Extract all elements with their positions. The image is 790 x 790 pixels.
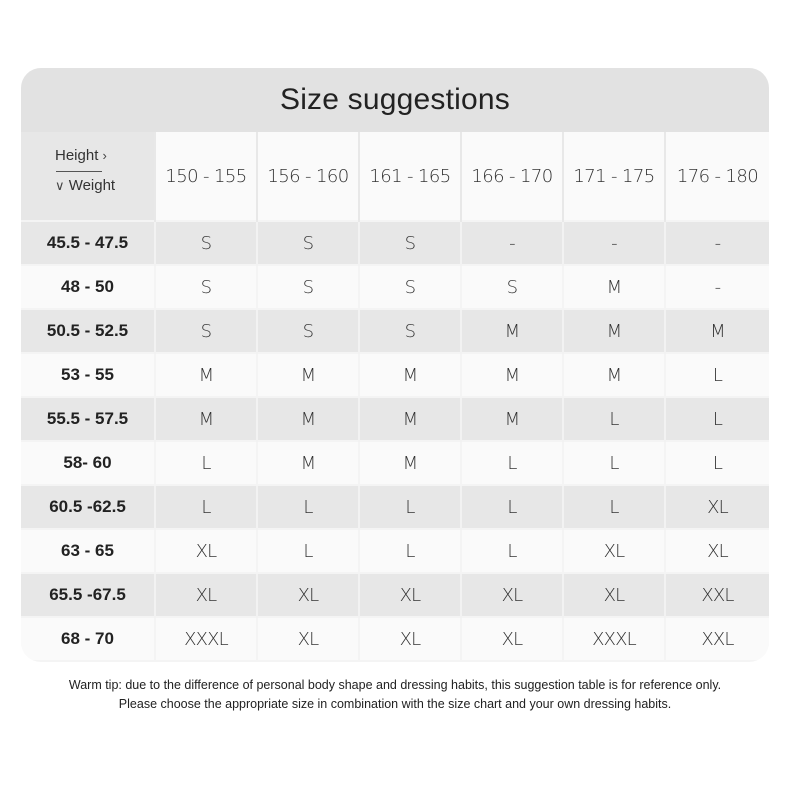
table-row: [21, 485, 769, 529]
table-row: [21, 221, 769, 265]
weight-label: Weight: [68, 177, 116, 194]
size-cell: -: [563, 221, 665, 265]
height-label: Height: [55, 147, 99, 164]
size-cell: S: [461, 265, 563, 309]
size-cell: -: [665, 221, 769, 265]
warm-tip-line-2: Please choose the appropriate size in combination with the size chart and your own dressing habits.: [118, 697, 672, 711]
size-cell: M: [461, 309, 563, 353]
size-cell: L: [155, 441, 257, 485]
weight-cell: 68 - 70: [21, 617, 155, 660]
size-cell: XXL: [665, 573, 769, 617]
weight-cell: 55.5 - 57.5: [21, 397, 155, 441]
table-row: [21, 617, 769, 660]
weight-cell: 58- 60: [21, 441, 155, 485]
table-row: [21, 441, 769, 485]
table-row: [21, 309, 769, 353]
height-header-cell: 171 - 175: [563, 132, 665, 221]
warm-tip-line-1: Warm tip: due to the difference of personal body shape and dressing habits, this suggestion table is for reference only.: [68, 678, 722, 692]
weight-cell: 53 - 55: [21, 353, 155, 397]
page-title: Size suggestions: [279, 83, 510, 116]
size-cell: L: [563, 441, 665, 485]
size-cell: M: [563, 309, 665, 353]
size-cell: L: [665, 353, 769, 397]
size-cell: L: [461, 529, 563, 573]
size-cell: XL: [359, 617, 461, 660]
height-header-cell: 166 - 170: [461, 132, 563, 221]
size-cell: XXXL: [563, 617, 665, 660]
title-bar: [21, 68, 769, 132]
size-cell: M: [665, 309, 769, 353]
size-table: [21, 132, 769, 660]
size-cell: XL: [155, 573, 257, 617]
weight-cell: 48 - 50: [21, 265, 155, 309]
chevron-right-icon: ›: [102, 148, 107, 163]
size-cell: L: [155, 485, 257, 529]
size-cell: M: [155, 353, 257, 397]
height-header-cell: 176 - 180: [665, 132, 769, 221]
size-cell: S: [155, 309, 257, 353]
size-cell: XL: [257, 573, 359, 617]
size-cell: S: [257, 309, 359, 353]
weight-cell: 63 - 65: [21, 529, 155, 573]
size-cell: L: [461, 441, 563, 485]
size-cell: S: [359, 221, 461, 265]
size-cell: M: [461, 353, 563, 397]
size-cell: XL: [665, 529, 769, 573]
size-cell: L: [359, 529, 461, 573]
size-cell: M: [359, 397, 461, 441]
size-cell: L: [665, 441, 769, 485]
size-cell: XL: [155, 529, 257, 573]
weight-cell: 45.5 - 47.5: [21, 221, 155, 265]
height-header-cell: 150 - 155: [155, 132, 257, 221]
header-row: [21, 132, 769, 221]
weight-cell: 60.5 -62.5: [21, 485, 155, 529]
height-label-group: [55, 147, 107, 164]
size-cell: S: [359, 265, 461, 309]
size-cell: S: [155, 265, 257, 309]
table-row: [21, 529, 769, 573]
size-cell: L: [563, 485, 665, 529]
size-cell: -: [461, 221, 563, 265]
size-cell: M: [461, 397, 563, 441]
corner-header: [21, 132, 155, 221]
chevron-down-icon: ∨: [55, 178, 65, 193]
size-cell: XL: [461, 617, 563, 660]
size-cell: XXL: [665, 617, 769, 660]
size-cell: XL: [461, 573, 563, 617]
table-row: [21, 573, 769, 617]
size-cell: M: [257, 441, 359, 485]
size-cell: XXXL: [155, 617, 257, 660]
height-header-cell: 161 - 165: [359, 132, 461, 221]
size-cell: M: [359, 441, 461, 485]
size-cell: XL: [563, 529, 665, 573]
size-cell: L: [257, 485, 359, 529]
height-header-cell: 156 - 160: [257, 132, 359, 221]
size-cell: S: [257, 221, 359, 265]
size-cell: XL: [563, 573, 665, 617]
size-cell: L: [461, 485, 563, 529]
table-row: [21, 353, 769, 397]
size-cell: M: [257, 353, 359, 397]
size-cell: S: [257, 265, 359, 309]
size-cell: M: [257, 397, 359, 441]
size-cell: L: [563, 397, 665, 441]
size-cell: XL: [665, 485, 769, 529]
size-cell: L: [359, 485, 461, 529]
size-cell: M: [155, 397, 257, 441]
size-cell: S: [155, 221, 257, 265]
table-row: [21, 397, 769, 441]
size-cell: L: [665, 397, 769, 441]
size-cell: L: [257, 529, 359, 573]
weight-cell: 50.5 - 52.5: [21, 309, 155, 353]
size-cell: M: [563, 265, 665, 309]
corner-divider: [56, 171, 102, 172]
size-suggestion-card: [21, 68, 769, 662]
size-cell: XL: [257, 617, 359, 660]
size-cell: S: [359, 309, 461, 353]
weight-label-group: [55, 177, 115, 194]
weight-cell: 65.5 -67.5: [21, 573, 155, 617]
table-row: [21, 265, 769, 309]
size-cell: M: [359, 353, 461, 397]
size-cell: M: [563, 353, 665, 397]
size-cell: XL: [359, 573, 461, 617]
size-cell: -: [665, 265, 769, 309]
